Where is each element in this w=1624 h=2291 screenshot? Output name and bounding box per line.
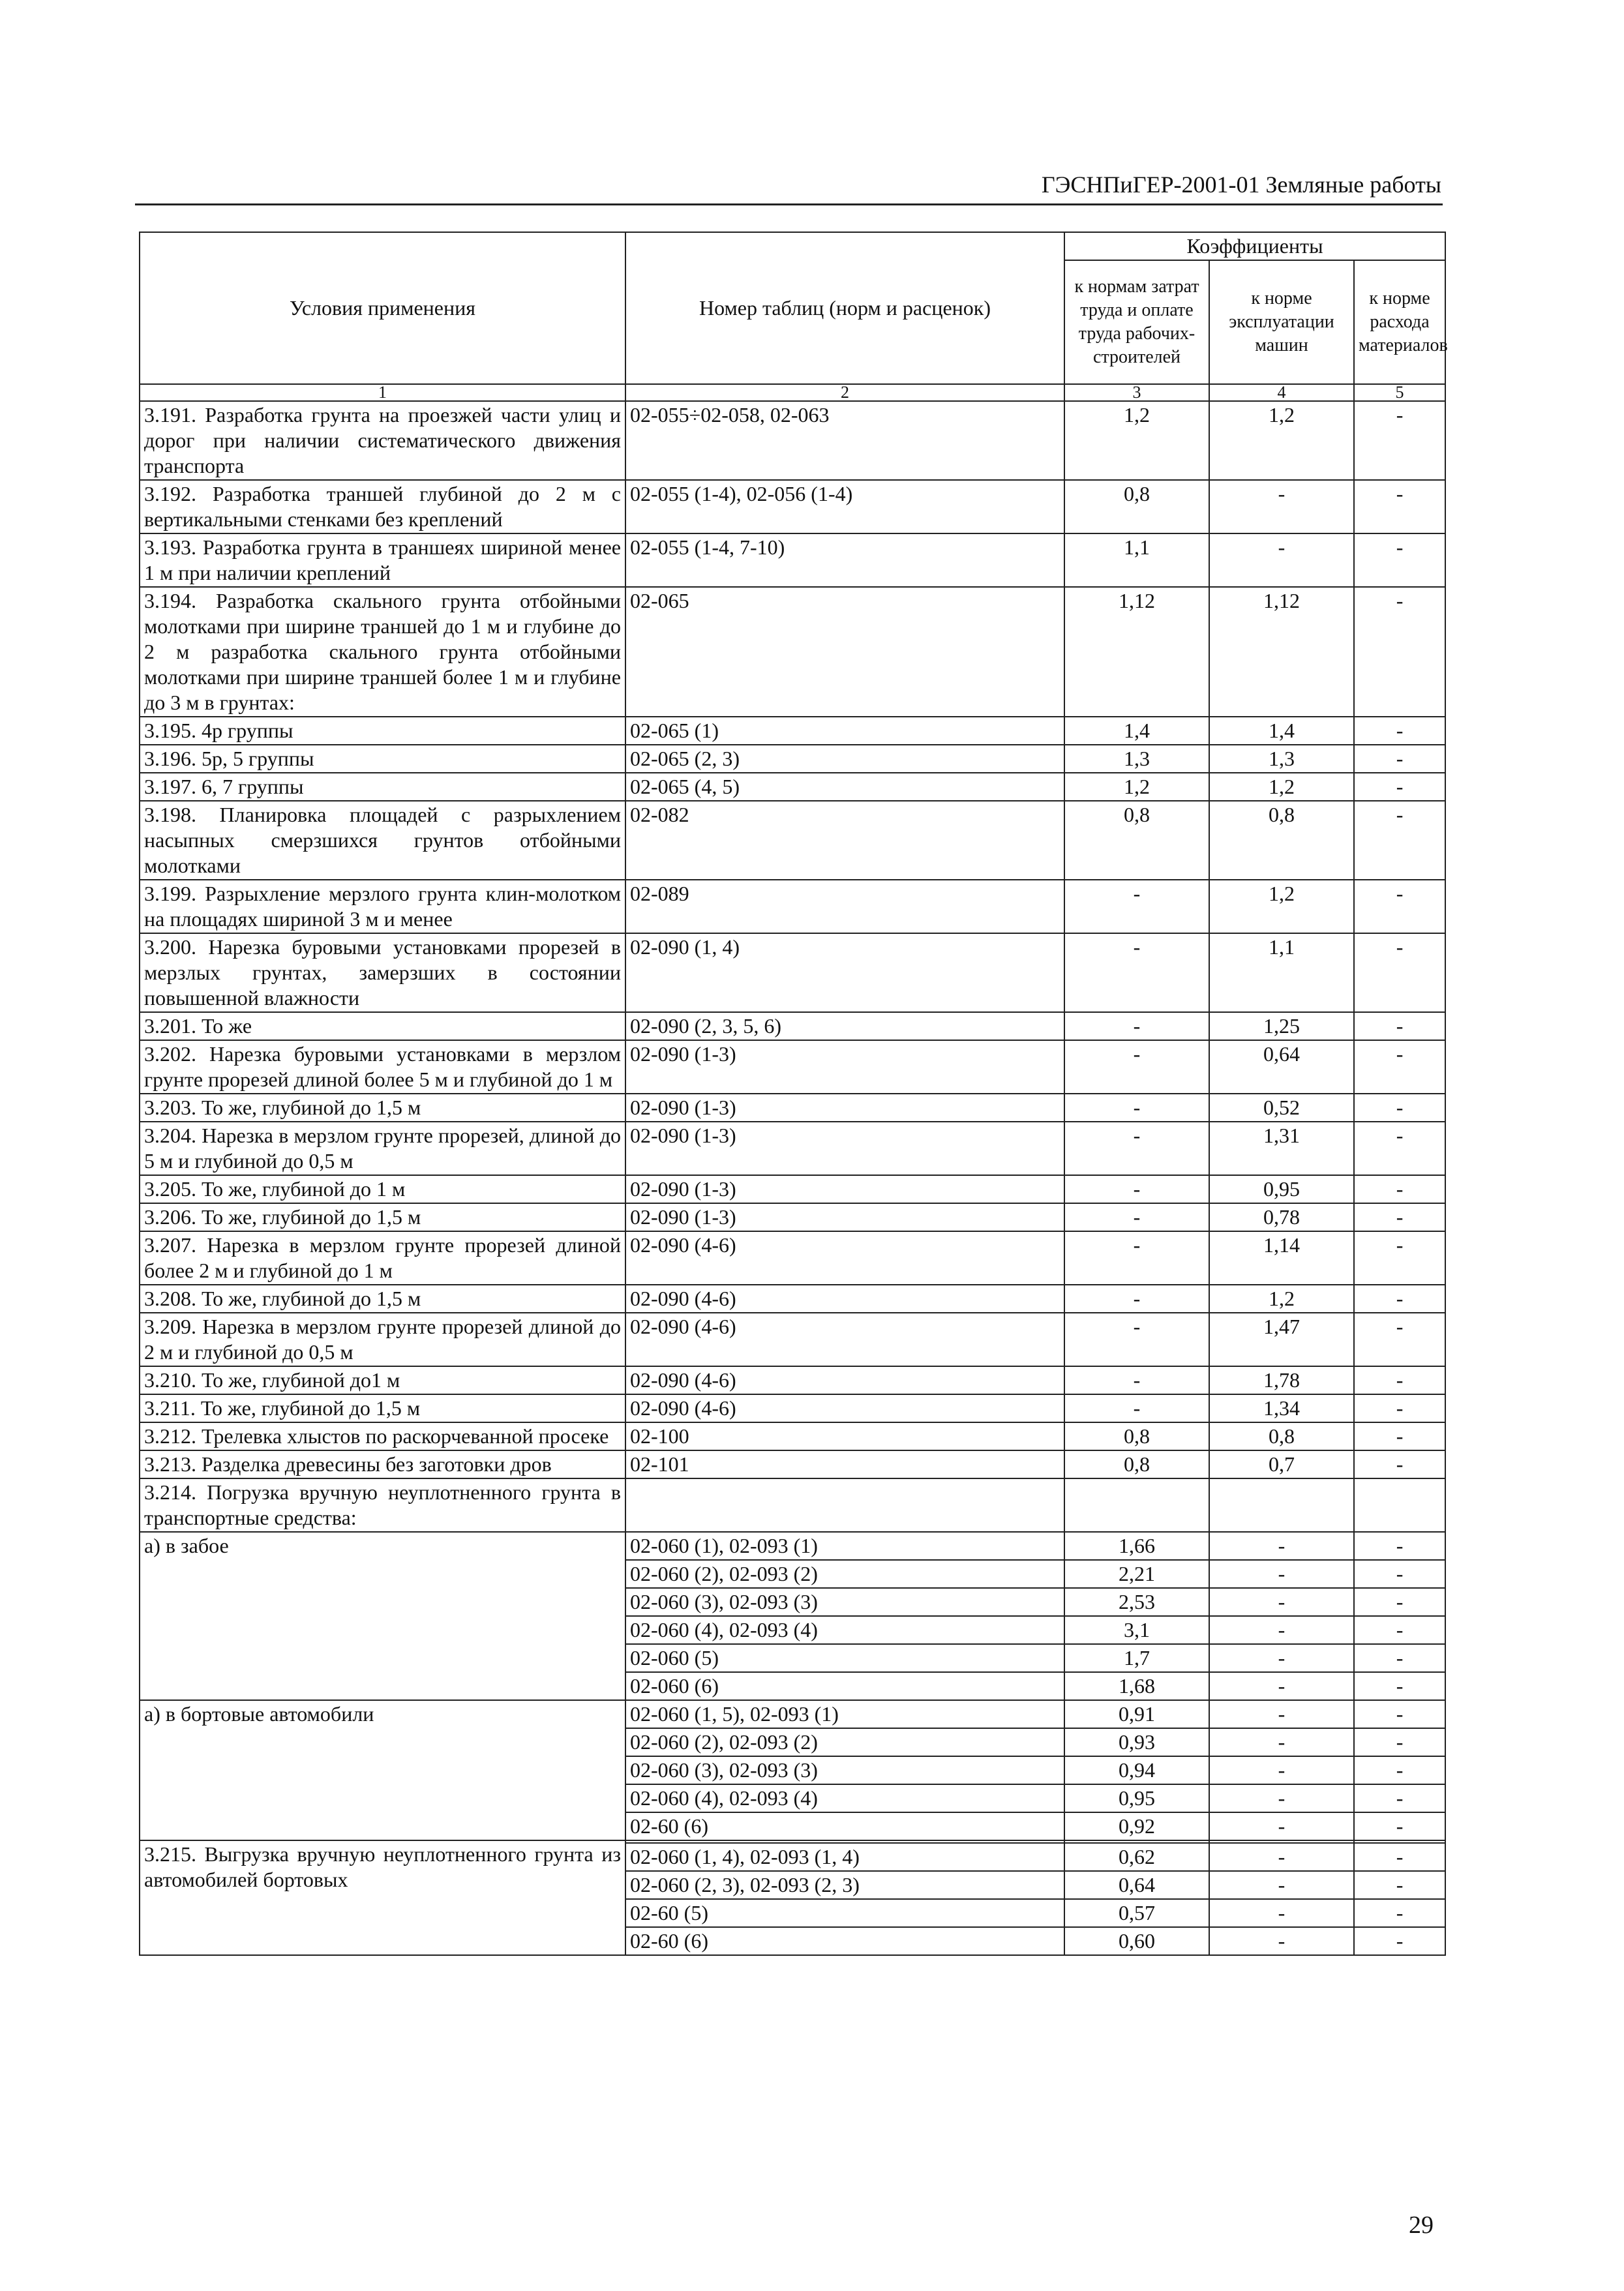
table-number-cell: 02-060 (4), 02-093 (4) xyxy=(625,1616,1064,1644)
labor-coefficient-cell: 0,95 xyxy=(1064,1784,1209,1812)
table-number-cell: 02-060 (3), 02-093 (3) xyxy=(625,1588,1064,1616)
material-coefficient-cell: - xyxy=(1354,1843,1445,1871)
header-coefficients: Коэффициенты xyxy=(1064,232,1445,260)
table-row xyxy=(140,1532,1445,1560)
material-coefficient-cell: - xyxy=(1354,1203,1445,1231)
machine-coefficient-cell: - xyxy=(1209,1871,1354,1899)
table-number-cell: 02-60 (5) xyxy=(625,1899,1064,1927)
labor-coefficient-cell: - xyxy=(1064,1394,1209,1422)
empty-cell xyxy=(1354,1478,1445,1532)
coefficients-table xyxy=(139,232,1446,1956)
material-coefficient-cell: - xyxy=(1354,1728,1445,1756)
labor-coefficient-cell: 0,8 xyxy=(1064,1450,1209,1478)
machine-coefficient-cell: - xyxy=(1209,1560,1354,1588)
table-number-cell: 02-090 (1, 4) xyxy=(625,933,1064,1012)
material-coefficient-cell: - xyxy=(1354,1040,1445,1094)
table-number-cell: 02-060 (1), 02-093 (1) xyxy=(625,1532,1064,1560)
labor-coefficient-cell: 1,1 xyxy=(1064,533,1209,587)
labor-coefficient-cell: 0,94 xyxy=(1064,1756,1209,1784)
machine-coefficient-cell: 1,2 xyxy=(1209,1285,1354,1313)
table-row xyxy=(140,1040,1445,1094)
table-number-cell: 02-090 (1-3) xyxy=(625,1175,1064,1203)
table-number-cell: 02-055 (1-4, 7-10) xyxy=(625,533,1064,587)
header-table-numbers: Номер таблиц (норм и расценок) xyxy=(625,232,1064,384)
group-title-cell: 3.214. Погрузка вручную неуплотненного грунта в транспортные средства: xyxy=(140,1478,625,1532)
material-coefficient-cell: - xyxy=(1354,1899,1445,1927)
condition-cell: 3.203. То же, глубиной до 1,5 м xyxy=(140,1094,625,1122)
condition-cell: 3.208. То же, глубиной до 1,5 м xyxy=(140,1285,625,1313)
machine-coefficient-cell: 1,31 xyxy=(1209,1122,1354,1175)
condition-cell: 3.209. Нарезка в мерзлом грунте прорезей длиной до 2 м и глубиной до 0,5 м xyxy=(140,1313,625,1366)
table-row xyxy=(140,1231,1445,1285)
column-number: 2 xyxy=(625,384,1064,401)
table-number-cell: 02-090 (4-6) xyxy=(625,1285,1064,1313)
material-coefficient-cell: - xyxy=(1354,801,1445,880)
machine-coefficient-cell: - xyxy=(1209,1756,1354,1784)
table-number-cell: 02-055 (1-4), 02-056 (1-4) xyxy=(625,480,1064,533)
column-number-row xyxy=(140,384,1445,401)
labor-coefficient-cell: - xyxy=(1064,1012,1209,1040)
table-number-cell: 02-060 (1, 4), 02-093 (1, 4) xyxy=(625,1843,1064,1871)
table-row xyxy=(140,1313,1445,1366)
labor-coefficient-cell: - xyxy=(1064,1122,1209,1175)
page-number: 29 xyxy=(1409,2211,1434,2239)
table-row xyxy=(140,1094,1445,1122)
table-number-cell: 02-100 xyxy=(625,1422,1064,1450)
machine-coefficient-cell: - xyxy=(1209,1588,1354,1616)
labor-coefficient-cell: 3,1 xyxy=(1064,1616,1209,1644)
material-coefficient-cell: - xyxy=(1354,1450,1445,1478)
labor-coefficient-cell: 1,7 xyxy=(1064,1644,1209,1672)
table-number-cell: 02-060 (1, 5), 02-093 (1) xyxy=(625,1700,1064,1728)
material-coefficient-cell: - xyxy=(1354,533,1445,587)
machine-coefficient-cell: 0,95 xyxy=(1209,1175,1354,1203)
table-number-cell: 02-065 (4, 5) xyxy=(625,773,1064,801)
machine-coefficient-cell: - xyxy=(1209,1532,1354,1560)
column-number: 4 xyxy=(1209,384,1354,401)
table-number-cell: 02-090 (2, 3, 5, 6) xyxy=(625,1012,1064,1040)
table-row xyxy=(140,1366,1445,1394)
condition-cell: 3.199. Разрыхление мерзлого грунта клин-молотком на площадях шириной 3 м и менее xyxy=(140,880,625,933)
machine-coefficient-cell: - xyxy=(1209,1843,1354,1871)
table-row xyxy=(140,801,1445,880)
condition-cell: 3.210. То же, глубиной до1 м xyxy=(140,1366,625,1394)
labor-coefficient-cell: - xyxy=(1064,880,1209,933)
machine-coefficient-cell: 0,8 xyxy=(1209,1422,1354,1450)
labor-coefficient-cell: 2,21 xyxy=(1064,1560,1209,1588)
empty-cell xyxy=(1209,1478,1354,1532)
labor-coefficient-cell: 1,3 xyxy=(1064,745,1209,773)
empty-cell xyxy=(625,1478,1064,1532)
material-coefficient-cell: - xyxy=(1354,1616,1445,1644)
machine-coefficient-cell: 1,3 xyxy=(1209,745,1354,773)
header-labor: к нормам затрат труда и оплате труда рабочих-строителей xyxy=(1064,260,1209,384)
empty-cell xyxy=(1064,1478,1209,1532)
condition-cell: 3.204. Нарезка в мерзлом грунте прорезей, длиной до 5 м и глубиной до 0,5 м xyxy=(140,1122,625,1175)
table-row xyxy=(140,1394,1445,1422)
table-number-cell: 02-055÷02-058, 02-063 xyxy=(625,401,1064,480)
header-rule xyxy=(135,203,1443,205)
machine-coefficient-cell: 1,78 xyxy=(1209,1366,1354,1394)
labor-coefficient-cell: - xyxy=(1064,1231,1209,1285)
machine-coefficient-cell: - xyxy=(1209,1927,1354,1955)
material-coefficient-cell: - xyxy=(1354,745,1445,773)
table-number-cell: 02-090 (4-6) xyxy=(625,1366,1064,1394)
condition-cell: 3.198. Планировка площадей с разрыхлением насыпных смерзшихся грунтов отбойными молотками xyxy=(140,801,625,880)
labor-coefficient-cell: 0,57 xyxy=(1064,1899,1209,1927)
labor-coefficient-cell: 0,8 xyxy=(1064,480,1209,533)
table-row xyxy=(140,1422,1445,1450)
table-number-cell: 02-60 (6) xyxy=(625,1927,1064,1955)
table-row xyxy=(140,745,1445,773)
table-row xyxy=(140,1122,1445,1175)
labor-coefficient-cell: 1,68 xyxy=(1064,1672,1209,1700)
machine-coefficient-cell: 1,14 xyxy=(1209,1231,1354,1285)
material-coefficient-cell: - xyxy=(1354,401,1445,480)
machine-coefficient-cell: - xyxy=(1209,1728,1354,1756)
machine-coefficient-cell: - xyxy=(1209,1616,1354,1644)
table-number-cell: 02-060 (2, 3), 02-093 (2, 3) xyxy=(625,1871,1064,1899)
table-number-cell: 02-090 (1-3) xyxy=(625,1122,1064,1175)
material-coefficient-cell: - xyxy=(1354,1012,1445,1040)
labor-coefficient-cell: 0,62 xyxy=(1064,1843,1209,1871)
labor-coefficient-cell: - xyxy=(1064,1313,1209,1366)
table-number-cell: 02-090 (1-3) xyxy=(625,1040,1064,1094)
table-number-cell: 02-101 xyxy=(625,1450,1064,1478)
material-coefficient-cell: - xyxy=(1354,1588,1445,1616)
table-row xyxy=(140,1012,1445,1040)
table-number-cell: 02-090 (4-6) xyxy=(625,1231,1064,1285)
machine-coefficient-cell: - xyxy=(1209,480,1354,533)
labor-coefficient-cell: 0,8 xyxy=(1064,1422,1209,1450)
machine-coefficient-cell: - xyxy=(1209,1644,1354,1672)
table-number-cell: 02-090 (1-3) xyxy=(625,1094,1064,1122)
material-coefficient-cell: - xyxy=(1354,1560,1445,1588)
condition-cell: 3.206. То же, глубиной до 1,5 м xyxy=(140,1203,625,1231)
table-row xyxy=(140,1175,1445,1203)
machine-coefficient-cell: 0,52 xyxy=(1209,1094,1354,1122)
labor-coefficient-cell: 0,92 xyxy=(1064,1812,1209,1840)
condition-cell: 3.195. 4р группы xyxy=(140,717,625,745)
machine-coefficient-cell: 1,12 xyxy=(1209,587,1354,717)
table-number-cell: 02-065 (1) xyxy=(625,717,1064,745)
material-coefficient-cell: - xyxy=(1354,1231,1445,1285)
table-row xyxy=(140,1203,1445,1231)
running-header: ГЭСНПиГЕР-2001-01 Земляные работы xyxy=(1041,172,1441,198)
labor-coefficient-cell: - xyxy=(1064,1094,1209,1122)
table-row xyxy=(140,717,1445,745)
labor-coefficient-cell: 0,60 xyxy=(1064,1927,1209,1955)
table-row xyxy=(140,1450,1445,1478)
machine-coefficient-cell: - xyxy=(1209,1899,1354,1927)
header-machines: к норме эксплуатации машин xyxy=(1209,260,1354,384)
condition-cell: 3.200. Нарезка буровыми установками прорезей в мерзлых грунтах, замерзших в состоянии повышенной влажности xyxy=(140,933,625,1012)
machine-coefficient-cell: 1,2 xyxy=(1209,773,1354,801)
labor-coefficient-cell: 0,64 xyxy=(1064,1871,1209,1899)
condition-cell: 3.207. Нарезка в мерзлом грунте прорезей длиной более 2 м и глубиной до 1 м xyxy=(140,1231,625,1285)
material-coefficient-cell: - xyxy=(1354,1756,1445,1784)
condition-cell: 3.191. Разработка грунта на проезжей части улиц и дорог при наличии систематического движения транспорта xyxy=(140,401,625,480)
labor-coefficient-cell: 2,53 xyxy=(1064,1588,1209,1616)
material-coefficient-cell: - xyxy=(1354,1700,1445,1728)
table-number-cell: 02-060 (5) xyxy=(625,1644,1064,1672)
material-coefficient-cell: - xyxy=(1354,933,1445,1012)
table-row xyxy=(140,1700,1445,1728)
labor-coefficient-cell: 1,66 xyxy=(1064,1532,1209,1560)
material-coefficient-cell: - xyxy=(1354,773,1445,801)
table-row xyxy=(140,1285,1445,1313)
condition-cell: 3.212. Трелевка хлыстов по раскорчеванной просеке xyxy=(140,1422,625,1450)
header-conditions: Условия применения xyxy=(140,232,625,384)
condition-cell: 3.194. Разработка скального грунта отбойными молотками при ширине траншей до 1 м и глубине до 2 м разработка скального грунта отбойными молотками при ширине траншей более 1 м и глубине до 3 м в грунтах: xyxy=(140,587,625,717)
material-coefficient-cell: - xyxy=(1354,1927,1445,1955)
material-coefficient-cell: - xyxy=(1354,1812,1445,1840)
machine-coefficient-cell: 1,25 xyxy=(1209,1012,1354,1040)
material-coefficient-cell: - xyxy=(1354,1784,1445,1812)
table-row xyxy=(140,401,1445,480)
machine-coefficient-cell: 1,2 xyxy=(1209,401,1354,480)
labor-coefficient-cell: - xyxy=(1064,1040,1209,1094)
machine-coefficient-cell: - xyxy=(1209,1784,1354,1812)
table-row xyxy=(140,533,1445,587)
subgroup-label-cell: а) в забое xyxy=(140,1532,625,1700)
table-row xyxy=(140,773,1445,801)
labor-coefficient-cell: 1,2 xyxy=(1064,773,1209,801)
material-coefficient-cell: - xyxy=(1354,1532,1445,1560)
labor-coefficient-cell: - xyxy=(1064,933,1209,1012)
machine-coefficient-cell: - xyxy=(1209,1700,1354,1728)
table-number-cell: 02-060 (3), 02-093 (3) xyxy=(625,1756,1064,1784)
machine-coefficient-cell: 1,34 xyxy=(1209,1394,1354,1422)
labor-coefficient-cell: 0,91 xyxy=(1064,1700,1209,1728)
labor-coefficient-cell: 1,4 xyxy=(1064,717,1209,745)
condition-cell: 3.193. Разработка грунта в траншеях шириной менее 1 м при наличии креплений xyxy=(140,533,625,587)
column-number: 5 xyxy=(1354,384,1445,401)
table-row xyxy=(140,587,1445,717)
table-number-cell: 02-065 xyxy=(625,587,1064,717)
table-number-cell: 02-089 xyxy=(625,880,1064,933)
column-number: 1 xyxy=(140,384,625,401)
condition-cell: 3.201. То же xyxy=(140,1012,625,1040)
machine-coefficient-cell: 0,64 xyxy=(1209,1040,1354,1094)
table-number-cell: 02-065 (2, 3) xyxy=(625,745,1064,773)
material-coefficient-cell: - xyxy=(1354,1313,1445,1366)
labor-coefficient-cell: 1,12 xyxy=(1064,587,1209,717)
machine-coefficient-cell: 1,2 xyxy=(1209,880,1354,933)
table-number-cell: 02-060 (2), 02-093 (2) xyxy=(625,1728,1064,1756)
material-coefficient-cell: - xyxy=(1354,1394,1445,1422)
machine-coefficient-cell: 0,7 xyxy=(1209,1450,1354,1478)
material-coefficient-cell: - xyxy=(1354,1094,1445,1122)
machine-coefficient-cell: 1,47 xyxy=(1209,1313,1354,1366)
labor-coefficient-cell: - xyxy=(1064,1285,1209,1313)
machine-coefficient-cell: - xyxy=(1209,1812,1354,1840)
material-coefficient-cell: - xyxy=(1354,1175,1445,1203)
material-coefficient-cell: - xyxy=(1354,1122,1445,1175)
table-number-cell: 02-060 (4), 02-093 (4) xyxy=(625,1784,1064,1812)
material-coefficient-cell: - xyxy=(1354,880,1445,933)
material-coefficient-cell: - xyxy=(1354,1422,1445,1450)
table-number-cell: 02-090 (4-6) xyxy=(625,1394,1064,1422)
group-title-row xyxy=(140,1478,1445,1532)
material-coefficient-cell: - xyxy=(1354,717,1445,745)
machine-coefficient-cell: 1,1 xyxy=(1209,933,1354,1012)
table-row xyxy=(140,880,1445,933)
machine-coefficient-cell: 0,8 xyxy=(1209,801,1354,880)
labor-coefficient-cell: 1,2 xyxy=(1064,401,1209,480)
table-row xyxy=(140,933,1445,1012)
table-row xyxy=(140,480,1445,533)
table-number-cell: 02-090 (4-6) xyxy=(625,1313,1064,1366)
material-coefficient-cell: - xyxy=(1354,1366,1445,1394)
material-coefficient-cell: - xyxy=(1354,1871,1445,1899)
table-number-cell: 02-090 (1-3) xyxy=(625,1203,1064,1231)
table-number-cell: 02-082 xyxy=(625,801,1064,880)
labor-coefficient-cell: 0,8 xyxy=(1064,801,1209,880)
subgroup-label-cell: а) в бортовые автомобили xyxy=(140,1700,625,1840)
machine-coefficient-cell: - xyxy=(1209,1672,1354,1700)
table-number-cell: 02-060 (2), 02-093 (2) xyxy=(625,1560,1064,1588)
condition-cell: 3.196. 5р, 5 группы xyxy=(140,745,625,773)
condition-cell: 3.213. Разделка древесины без заготовки дров xyxy=(140,1450,625,1478)
machine-coefficient-cell: - xyxy=(1209,533,1354,587)
condition-cell: 3.192. Разработка траншей глубиной до 2 м с вертикальными стенками без креплений xyxy=(140,480,625,533)
labor-coefficient-cell: - xyxy=(1064,1366,1209,1394)
labor-coefficient-cell: 0,93 xyxy=(1064,1728,1209,1756)
material-coefficient-cell: - xyxy=(1354,587,1445,717)
column-number: 3 xyxy=(1064,384,1209,401)
condition-cell: 3.202. Нарезка буровыми установками в мерзлом грунте прорезей длиной более 5 м и глубиной до 1 м xyxy=(140,1040,625,1094)
header-materials: к норме расхода материалов xyxy=(1354,260,1445,384)
table-number-cell: 02-60 (6) xyxy=(625,1812,1064,1840)
condition-cell: 3.211. То же, глубиной до 1,5 м xyxy=(140,1394,625,1422)
labor-coefficient-cell: - xyxy=(1064,1175,1209,1203)
machine-coefficient-cell: 0,78 xyxy=(1209,1203,1354,1231)
condition-cell: 3.205. То же, глубиной до 1 м xyxy=(140,1175,625,1203)
condition-cell: 3.197. 6, 7 группы xyxy=(140,773,625,801)
material-coefficient-cell: - xyxy=(1354,1644,1445,1672)
material-coefficient-cell: - xyxy=(1354,480,1445,533)
group-title-cell: 3.215. Выгрузка вручную неуплотненного грунта из автомобилей бортовых xyxy=(140,1840,625,1955)
material-coefficient-cell: - xyxy=(1354,1285,1445,1313)
table-number-cell: 02-060 (6) xyxy=(625,1672,1064,1700)
material-coefficient-cell: - xyxy=(1354,1672,1445,1700)
labor-coefficient-cell: - xyxy=(1064,1203,1209,1231)
machine-coefficient-cell: 1,4 xyxy=(1209,717,1354,745)
